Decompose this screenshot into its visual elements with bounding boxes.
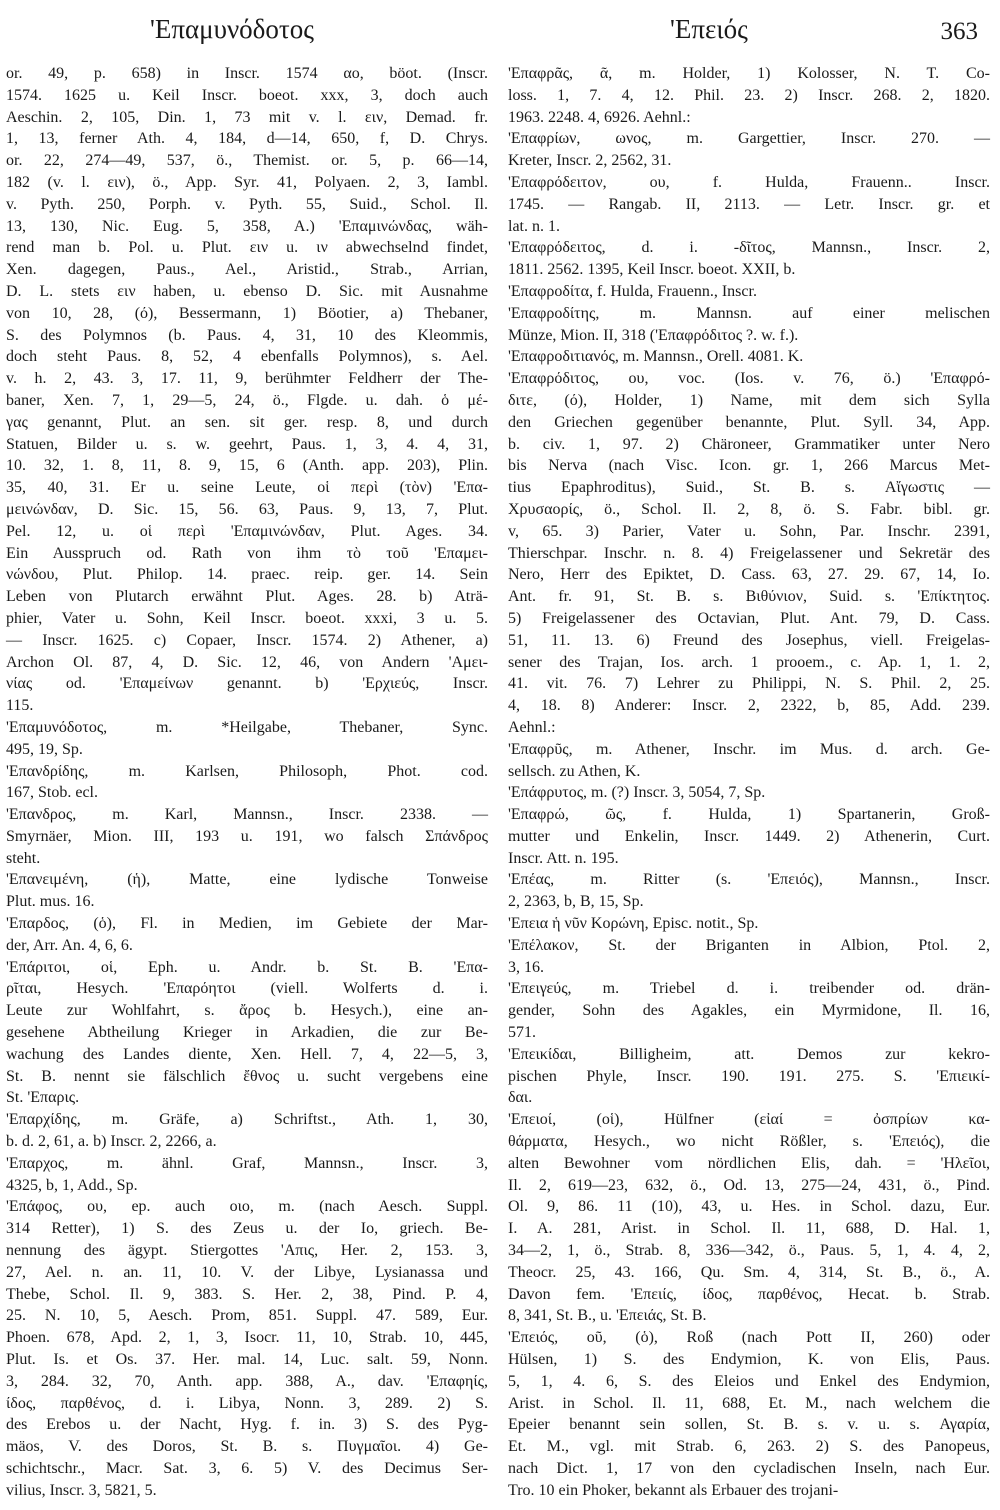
text-line: b. civ. 1, 97. 2) Chäroneer, Grammatiker unter Nero [508,435,990,453]
text-line: Leute zur Wohlfahrt, s. ἄρος b. Hesych.), eine an- [6,1002,488,1020]
text-line: Thebe, Schol. Il. 9, 383. S. Her. 2, 38, Pind. P. 4, [6,1285,488,1303]
text-line: S. des Polymnos (b. Paus. 4, 31, 10 des Kleommis, [6,326,488,344]
text-line: Et. M., vgl. mit Strab. 6, 263. 2) S. des Panopeus, [508,1438,990,1456]
entry-headword-line: 'Επάφος, ου, ep. auch οιο, m. (nach Aesch. Suppl. [6,1198,488,1216]
text-line: Xen. dagegen, Paus., Ael., Aristid., Strab., Arrian, [6,261,488,279]
text-line: διτε, (ό), Holder, 1) Name, mit dem sich Sylla [508,391,990,409]
text-line: Aehnl.: [508,718,556,736]
text-line: 34—2, 1, ö., Strab. 8, 336—342, ö., Paus. 5, 1, 4. 4, 2, [508,1242,990,1260]
text-line: lat. n. 1. [508,217,560,235]
text-line: 27, Ael. n. an. 11, 10. V. der Libye, Lysianassa und [6,1263,488,1281]
entry-headword-line: 'Επαφρόδιτος, ου, voc. (Ios. v. 76, ö.) 'Επαφρό- [508,370,990,388]
text-line: ρῖται, Hesych. 'Επαρόητοι (viell. Wolferts d. i. [6,980,488,998]
text-line: baner, Xen. 7, 1, 29—5, 24, ö., Flgde. u. dah. ὁ μέ- [6,391,488,409]
text-line: schichtschr., Macr. Sat. 3, 6. 5) V. des Decimus Ser- [6,1460,488,1477]
text-line: pischen Phyle, Inscr. 190. 191. 275. S. 'Επιεικί- [508,1067,990,1085]
text-line: or. 22, 274—49, 537, ö., Themist. or. 5, p. 66—14, [6,152,488,170]
text-line: Thierschpar. Inschr. n. 8. 4) Freigelassener und Sekretär des [508,544,990,562]
text-line: 167, Stob. ecl. [6,784,98,802]
right-guide-word: 'Επειός [670,14,748,44]
text-line: 1811. 2562. 1395, Keil Inscr. boeot. XXII, b. [508,261,796,279]
text-line: des Erebos u. der Nacht, Hyg. f. in. 3) S. des Pyg- [6,1416,488,1434]
text-line: Theocr. 25, 43. 166, Qu. Sm. 4, 314, St. B., ö., A. [508,1263,990,1281]
text-line: Münze, Mion. II, 318 ('Επαφρόδιτος ?. w. f.). [508,326,799,344]
text-line: phier, Vater u. Sohn, Keil Inscr. boeot. xxxi, 3 u. 5. [6,609,488,627]
text-line: 1745. — Rangab. II, 2113. — Letr. Inscr. gr. et [508,195,990,213]
entry-headword-line: 'Επαφρᾶς, ᾶ, m. Holder, 1) Kolosser, N. T. Co- [508,65,990,82]
text-line: νώνδου, Plut. Philop. 14. praec. reip. ger. 14. Sein [6,566,488,584]
text-line: 571. [508,1024,536,1042]
entry-headword-line: 'Επεικίδαι, Billigheim, att. Demos zur kekro- [508,1045,990,1063]
entry-headword-line: 'Επέλακον, St. der Briganten in Albion, Ptol. 2, [508,936,990,954]
text-line: gesehene Abtheilung Krieger in Arkadien, die zur Be- [6,1024,488,1042]
text-line: 25. N. 10, 5, Aesch. Prom, 851. Suppl. 47. 589, Eur. [6,1307,488,1325]
text-line: St. B. nennt sie fälschlich ἔθνος u. sucht vergebens eine [6,1067,488,1085]
text-line: Plut. Is. et Os. 37. Her. mal. 14, Luc. salt. 59, Nonn. [6,1351,488,1369]
entry-headword-line: 'Επαρδος, (ὁ), Fl. in Medien, im Gebiete der Mar- [6,915,488,933]
entry-headword-line: 'Επειός, οῦ, (ὁ), Roß (nach Pott II, 260) oder [508,1329,990,1347]
text-line: den Griechen gegenüber benannte, Plut. Syll. 34, App. [508,413,990,431]
entry-headword-line: 'Επαμυνόδοτος, m. *Heilgabe, Thebaner, Sync. [6,718,488,736]
text-line: steht. [6,849,41,867]
text-line: Inscr. Att. n. 195. [508,849,619,867]
text-line: 8, 341, St. B., u. 'Επειάς, St. B. [508,1307,707,1325]
text-line: mäos, V. des Doros, St. B. s. Πυγμαῖοι. 4) Ge- [6,1438,488,1456]
text-line: 2, 2363, b, B, 15, Sp. [508,893,644,911]
text-line: 182 (v. l. ειν), ö., App. Syr. 41, Polyaen. 2, 3, Iambl. [6,173,488,191]
text-line: Epeier benannt sein sollen, St. B. s. v. u. s. Αγαρία, [508,1416,990,1434]
entry-headword-line: 'Επαφρόδειτον, ου, f. Hulda, Frauenn.. Inscr. [508,173,990,191]
entry-headword-line: 'Επαφρίων, ωνος, m. Gargettier, Inscr. 270. — [508,130,990,148]
text-line: Archon Ol. 87, 4, D. Sic. 12, 46, von Andern 'Αμει- [6,653,488,671]
text-line: Ein Ausspruch od. Rath von ihm τὸ τοῦ 'Επαμει- [6,544,488,562]
text-line: St. 'Επαρις. [6,1089,80,1107]
text-line: sellsch. zu Athen, K. [508,762,641,780]
text-line: Statuen, Bilder u. s. w. geehrt, Paus. 1, 3, 4. 4, 31, [6,435,488,453]
text-line: νίας od. 'Επαμείνων genannt. b) 'Ερχιεύς, Inscr. [6,675,488,693]
text-line: mutter und Enkelin, Inscr. 1449. 2) Athenerin, Curt. [508,827,990,845]
text-line: von 10, 28, (ό), Bessermann, 1) Böotier, a) Thebaner, [6,304,488,322]
text-line: 5) Freigelassener des Octavian, Plut. Ant. 79, D. Cass. [508,609,990,627]
text-line: D. L. stets ειν haben, u. ebenso D. Sic. mit Ausnahme [6,282,488,300]
left-guide-word: 'Επαμυνόδοτος [150,14,314,44]
text-line: bis Nerva (nach Visc. Icon. gr. 1, 266 Marcus Met- [508,457,990,475]
text-line: ίδος, παρθένος, d. i. Libya, Nonn. 3, 289. 2) S. [6,1394,488,1412]
text-line: I. A. 281, Arist. in Schol. Il. 11, 688, D. Hal. 1, [508,1220,990,1238]
text-line: 115. [6,697,34,715]
text-line: sener des Trajan, Ios. arch. 1 prooem., c. Ap. 1, 1. 2, [508,653,990,671]
text-line: 13, 130, Nic. Eug. 5, 358, A.) 'Επαμινώνδας, wäh- [6,217,488,235]
page-number: 363 [940,18,978,45]
text-line: — Inscr. 1625. c) Copaer, Inscr. 1574. 2) Athener, a) [6,631,488,649]
text-line: nach Dict. 1, 17 von den cycladischen Inseln, nach Eur. [508,1460,990,1477]
text-line: 3, 284. 32, 70, Anth. app. 388, A., dav. 'Επαφηίς, [6,1372,488,1390]
text-line: doch steht Paus. 8, 52, 4 ebenfalls Polymnos), s. Ael. [6,348,488,366]
text-line: loss. 1, 7. 4, 12. Phil. 23. 2) Inscr. 268. 2, 1820. [508,86,990,104]
entry-headword-line: 'Επειγεύς, m. Triebel d. i. treibender od. drän- [508,980,990,998]
text-line: 35, 40, 31. Er u. seine Leute, οἱ περὶ (τὸν) 'Επα- [6,479,488,497]
text-line: Pel. 12, u. οἱ περὶ 'Επαμινώνδαν, Plut. Ages. 34. [6,522,488,540]
text-line: 4, 18. 8) Anderer: Inscr. 2, 2322, b, 85, Add. 239. [508,697,990,715]
text-line: Hülsen, 1) S. des Endymion, K. von Elis, Paus. [508,1351,990,1369]
text-line: Kreter, Inscr. 2, 2562, 31. [508,152,672,170]
text-line: Phoen. 678, Apd. 2, 1, 3, Isocr. 11, 10, Strab. 10, 445, [6,1329,488,1347]
text-line: 1963. 2248. 4, 6926. Aehnl.: [508,108,691,126]
text-line: 3, 16. [508,958,544,976]
entry-headword-line: 'Επέας, m. Ritter (s. 'Επειός), Mannsn., Inscr. [508,871,990,889]
entry-headword-line: 'Επεια ἡ νῦν Κορώνη, Episc. notit., Sp. [508,915,759,933]
text-line: wachung des Landes diente, Xen. Hell. 7, 4, 22—5, 3, [6,1045,488,1063]
entry-headword-line: 'Επανδρος, m. Karl, Mannsn., Inscr. 2338. — [6,806,488,824]
entry-headword-line: 'Επαρχίδης, m. Gräfe, a) Schriftst., Ath. 1, 30, [6,1111,488,1129]
entry-headword-line: 'Επανδρίδης, m. Karlsen, Philosoph, Phot. cod. [6,762,488,780]
entry-headword-line: 'Επειοί, (οἱ), Hülfner (εἰαί = ὀσπρίων κα- [508,1111,990,1129]
entry-headword-line: 'Επαφροδιτιανός, m. Mannsn., Orell. 4081. K. [508,348,804,366]
text-line: Tro. 10 ein Phoker, bekannt als Erbauer des trojani- [508,1481,839,1499]
text-line: θάρματα, Hesych., wo nicht Rößler, s. 'Επειός), die [508,1133,990,1151]
text-line: 1574. 1625 u. Keil Inscr. boeot. xxx, 3, doch auch [6,86,488,104]
text-line: tius Epaphroditus), Suid., St. B. s. Αἴγωστις — [508,479,990,497]
text-line: μεινώνδαν, D. Sic. 15, 56. 63, Paus. 9, 13, 7, Plut. [6,500,488,518]
text-line: Nero, Herr des Epiktet, D. Cass. 63, 27. 29. 67, 14, Io. [508,566,990,584]
text-line: Plut. mus. 16. [6,893,95,911]
entry-headword-line: 'Επάφρυτος, m. (?) Inscr. 3, 5054, 7, Sp. [508,784,766,802]
text-line: rend man b. Pol. u. Plut. ειν u. ιν abwechselnd findet, [6,239,488,257]
text-line: Smyrnäer, Mion. III, 193 u. 191, wo falsch Σπάνδρος [6,827,488,845]
text-line: Leben von Plutarch erwähnt Plut. Ages. 28. b) Aträ- [6,588,488,606]
text-line: 4325, b, 1, Add., Sp. [6,1176,138,1194]
text-line: gender, Sohn des Agakles, ein Myrmidone, Il. 16, [508,1002,990,1020]
left-column [6,63,488,1502]
text-line: or. 49, p. 658) in Inscr. 1574 αο, böot. (Inscr. [6,65,488,82]
entry-headword-line: 'Επαρχος, m. ähnl. Graf, Mannsn., Inscr. 3, [6,1154,488,1172]
entry-headword-line: 'Επαφρώ, ῶς, f. Hulda, 1) Spartanerin, Groß- [508,806,990,824]
text-line: b. d. 2, 61, a. b) Inscr. 2, 2266, a. [6,1133,217,1151]
entry-headword-line: 'Επαφροδίτης, m. Mannsn. auf einer melischen [508,304,990,322]
entry-headword-line: 'Επαφροδίτα, f. Hulda, Frauenn., Inscr. [508,282,757,300]
text-line: Aeschin. 2, 105, Din. 1, 73 mit v. l. ειν, Demad. fr. [6,108,488,126]
text-line: δαι. [508,1089,533,1107]
right-column [508,63,990,1502]
text-line: v. Pyth. 250, Porph. v. Pyth. 55, Suid., Schol. Il. [6,195,488,213]
text-line: 10. 32, 1. 8, 11, 8. 9, 15, 6 (Anth. app. 203), Plin. [6,457,488,475]
entry-headword-line: 'Επάριτοι, οἱ, Eph. u. Andr. b. St. B. 'Επα- [6,958,488,976]
text-line: 51, 11. 13. 6) Freund des Josephus, viell. Freigelas- [508,631,990,649]
text-line: 495, 19, Sp. [6,740,83,758]
text-line: v, 65. 3) Parier, Vater u. Sohn, Par. Inschr. 2391, [508,522,990,540]
text-line: der, Arr. An. 4, 6, 6. [6,936,133,954]
text-line: vilius, Inscr. 3, 5821, 5. [6,1481,157,1499]
text-line: 314 Retter), 1) S. des Zeus u. der Io, griech. Be- [6,1220,488,1238]
text-line: Ant. fr. 91, St. B. s. Βιθύνιον, Suid. s. 'Επίκτητος. [508,588,990,606]
text-line: 1, 13, ferner Ath. 4, 184, d—14, 650, f, D. Chrys. [6,130,488,148]
text-line: Arist. in Schol. Il. 11, 688, Et. M., nach welchem die [508,1394,990,1412]
text-line: nennung des ägypt. Stiergottes 'Απις, Her. 2, 153. 3, [6,1242,488,1260]
text-line: alten Bewohner vom nördlichen Elis, dah. = 'Ηλεῖοι, [508,1154,990,1172]
text-line: Davon fem. 'Επειίς, ίδος, παρθένος, Hecat. b. Strab. [508,1285,990,1303]
text-line: γας genannt, Plut. an sen. sit ger. resp. 8, und durch [6,413,488,431]
text-line: 5, 1, 4. 6, S. des Eleios und Enkel des Endymion, [508,1372,990,1390]
text-line: Il. 2, 619—23, 632, ö., Od. 13, 275—24, 431, ö., Pind. [508,1176,990,1194]
text-line: 41. vit. 76. 7) Lehrer zu Philippi, N. S. Phil. 2, 25. [508,675,990,693]
text-line: v. h. 2, 43. 3, 17. 11, 9, berühmter Feldherr der The- [6,370,488,388]
text-line: Χρυσαορίς, ö., Schol. Il. 2, 8, ö. S. Fabr. bibl. gr. [508,500,990,518]
entry-headword-line: 'Επαφρῦς, m. Athener, Inschr. im Mus. d. arch. Ge- [508,740,990,758]
text-line: Ol. 9, 86. 11 (10), 43, u. Hes. in Schol. dazu, Eur. [508,1198,990,1216]
entry-headword-line: 'Επανειμένη, (ἡ), Matte, eine lydische Tonweise [6,871,488,889]
entry-headword-line: 'Επαφρόδειτος, d. i. -δῖτος, Mannsn., Inscr. 2, [508,239,990,257]
